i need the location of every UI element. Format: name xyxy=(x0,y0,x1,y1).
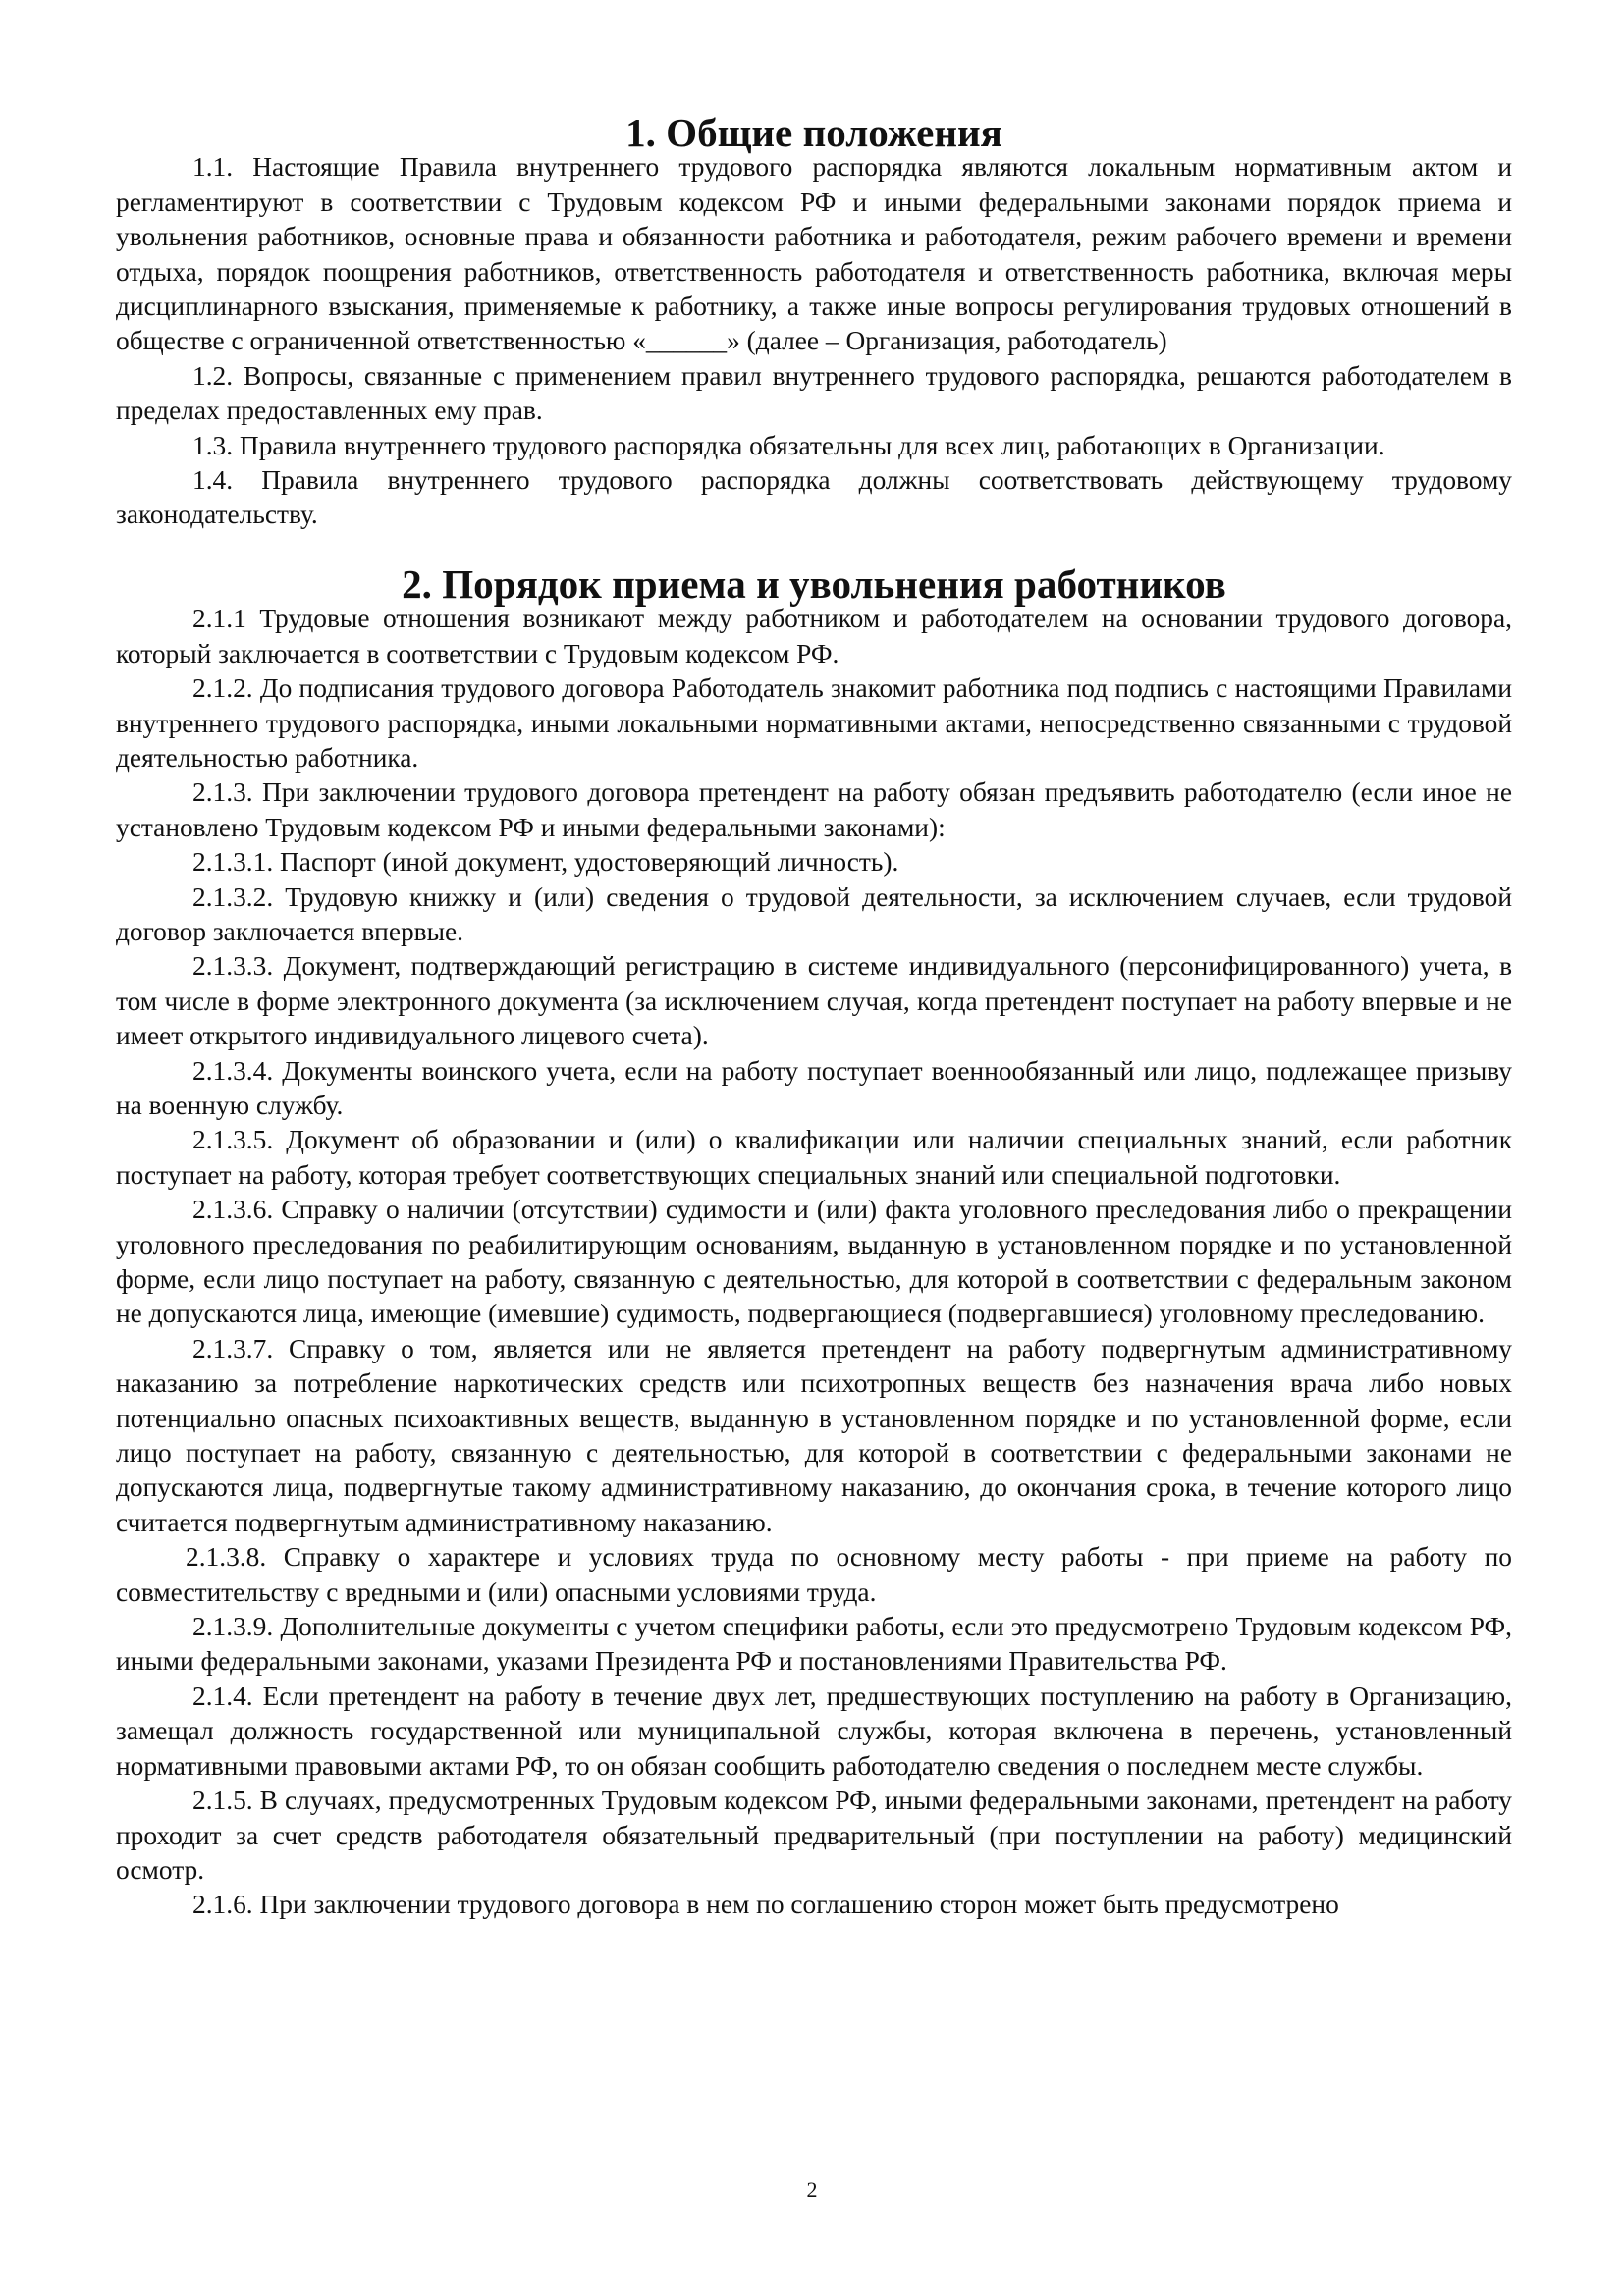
paragraph-2-1-3: 2.1.3. При заключении трудового договора претендент на работу обязан предъявить работодателю (если иное не установлено Трудовым кодексом РФ и иными федеральными законами): xyxy=(116,777,1512,842)
section-1-heading: 1. Общие положения xyxy=(625,110,1002,155)
paragraph-1-1: 1.1. Настоящие Правила внутреннего трудового распорядка являются локальным нормативным актом и регламентируют в соответствии с Трудовым кодексом РФ и иными федеральными законами порядок приема и увольнения работников, основные права и обязанности работника и работодателя, режим рабочего времени и времени отдыха, порядок поощрения работников, ответственность работодателя и ответственность работника, включая меры дисциплинарного взыскания, применяемые к работнику, а также иные вопросы регулирования трудовых отношений в обществе с ограниченной ответственностью «______» (далее – Организация, работодатель) xyxy=(116,152,1512,356)
paragraph-2-1-5: 2.1.5. В случаях, предусмотренных Трудовым кодексом РФ, иными федеральными законами, претендент на работу проходит за счет средств работодателя обязательный предварительный (при поступлении на работу) медицинский осмотр. xyxy=(116,1786,1512,1885)
paragraph-2-1-2: 2.1.2. До подписания трудового договора Работодатель знакомит работника под подпись с настоящими Правилами внутреннего трудового распорядка, иными локальными нормативными актами, непосредственно связанными с трудовой деятельностью работника. xyxy=(116,673,1512,773)
paragraph-2-1-3-5: 2.1.3.5. Документ об образовании и (или) о квалификации или наличии специальных знаний, если работник поступает на работу, которая требует соответствующих специальных знаний или специальной подготовки. xyxy=(116,1125,1512,1190)
paragraph-1-4: 1.4. Правила внутреннего трудового распорядка должны соответствовать действующему трудовому законодательству. xyxy=(116,465,1512,530)
paragraph-2-1-3-7: 2.1.3.7. Справку о том, является или не является претендент на работу подвергнутым административному наказанию за потребление наркотических средств или психотропных веществ без назначения врача либо новых потенциально опасных психоактивных веществ, выданную в установленном порядке и по установленной форме, если лицо поступает на работу, связанную с деятельностью, для которой в соответствии с федеральными законами не допускаются лица, подвергнутые такому административному наказанию, до окончания срока, в течение которого лицо считается подвергнутым административному наказанию. xyxy=(116,1333,1512,1537)
page-number: 2 xyxy=(806,2177,818,2202)
paragraph-2-1-3-1: 2.1.3.1. Паспорт (иной документ, удостоверяющий личность). xyxy=(192,847,899,878)
paragraph-2-1-3-9: 2.1.3.9. Дополнительные документы с учетом специфики работы, если это предусмотрено Трудовым кодексом РФ, иными федеральными законами, указами Президента РФ и постановлениями Правительства РФ. xyxy=(116,1612,1512,1677)
paragraph-2-1-3-8: 2.1.3.8. Справку о характере и условиях труда по основному месту работы - при приеме на работу по совместительству с вредными и (или) опасными условиями труда. xyxy=(116,1542,1512,1607)
paragraph-2-1-1: 2.1.1 Трудовые отношения возникают между работником и работодателем на основании трудового договора, который заключается в соответствии с Трудовым кодексом РФ. xyxy=(116,604,1512,668)
paragraph-2-1-3-4: 2.1.3.4. Документы воинского учета, если на работу поступает военнообязанный или лицо, подлежащее призыву на военную службу. xyxy=(116,1055,1512,1120)
paragraph-1-3: 1.3. Правила внутреннего трудового распорядка обязательны для всех лиц, работающих в Организации. xyxy=(192,430,1385,460)
paragraph-2-1-6: 2.1.6. При заключении трудового договора в нем по соглашению сторон может быть предусмотрено xyxy=(192,1890,1339,1920)
paragraph-2-1-3-6: 2.1.3.6. Справку о наличии (отсутствии) судимости и (или) факта уголовного преследования либо о прекращении уголовного преследования по реабилитирующим основаниям, выданную в установленном порядке и по установленной форме, если лицо поступает на работу, связанную с деятельностью, для которой в соответствии с федеральным законом не допускаются лица, имеющие (имевшие) судимость, подвергающиеся (подвергавшиеся) уголовному преследованию. xyxy=(116,1195,1512,1329)
paragraph-1-2: 1.2. Вопросы, связанные с применением правил внутреннего трудового распорядка, решаются работодателем в пределах предоставленных ему прав. xyxy=(116,360,1512,426)
paragraph-2-1-3-3: 2.1.3.3. Документ, подтверждающий регистрацию в системе индивидуального (персонифицированного) учета, в том числе в форме электронного документа (за исключением случая, когда претендент поступает на работу впервые и не имеет открытого индивидуального лицевого счета). xyxy=(116,951,1512,1051)
paragraph-2-1-3-2: 2.1.3.2. Трудовую книжку и (или) сведения о трудовой деятельности, за исключением случаев, если трудовой договор заключается впервые. xyxy=(116,881,1512,946)
document-page xyxy=(116,110,1512,1923)
paragraph-2-1-4: 2.1.4. Если претендент на работу в течение двух лет, предшествующих поступлению на работу в Организацию, замещал должность государственной или муниципальной службы, которая включена в перечень, установленный нормативными правовыми актами РФ, то он обязан сообщить работодателю сведения о последнем месте службы. xyxy=(116,1681,1512,1781)
section-2-heading: 2. Порядок приема и увольнения работников xyxy=(402,561,1226,607)
